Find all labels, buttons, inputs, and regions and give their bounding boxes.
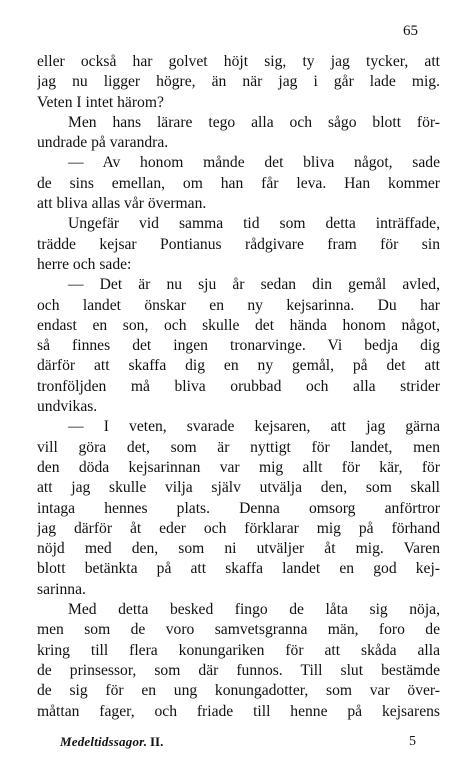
text-line: undrade på varandra. xyxy=(37,134,169,152)
text-line: och landet önskar en ny kejsarinna. Du har xyxy=(37,296,440,314)
text-line: Ungefär vid samma tid som detta inträffade, xyxy=(68,215,440,233)
text-line: Med detta besked fingo de låta sig nöja, xyxy=(68,601,440,619)
text-line: att jag skulle vilja själv utvälja den, som skall xyxy=(37,479,440,497)
text-line: så finnes det ingen tronarvinge. Vi bedja dig xyxy=(37,337,440,355)
text-line: Men hans lärare tego alla och sågo blott för- xyxy=(68,113,440,131)
text-line: måttan fager, och friade till henne på kejsarens xyxy=(37,702,440,720)
footer-signature-number: II. xyxy=(150,734,164,749)
text-line: men som de voro samvetsgranna män, foro de xyxy=(37,621,440,639)
text-line: Veten I intet härom? xyxy=(37,93,164,111)
text-line: kring till flera konungariken för att skåda alla xyxy=(37,641,440,659)
text-line: endast en son, och skulle det hända honom något, xyxy=(37,316,440,334)
text-line: nöjd med den, som ni utväljer åt mig. Varen xyxy=(37,540,440,558)
text-line: att bliva allas vår överman. xyxy=(37,195,207,213)
text-line: sarinna. xyxy=(37,580,86,598)
text-line: jag nu ligger högre, än när jag i går lade mig. xyxy=(37,73,440,91)
text-line: den döda kejsarinnan var mig allt för kär, för xyxy=(37,458,440,476)
text-line: — I veten, svarade kejsaren, att jag gärna xyxy=(68,418,440,436)
text-line: eller också har golvet höjt sig, ty jag tycker, att xyxy=(37,53,440,70)
text-line: de sig för en ung konungadotter, som var över- xyxy=(37,682,440,700)
text-line: — Det är nu sju år sedan din gemål avled, xyxy=(68,276,440,294)
page-number: 65 xyxy=(403,23,418,39)
text-line: intaga hennes plats. Denna omsorg anförtror xyxy=(37,499,440,517)
text-line: undvikas. xyxy=(37,398,98,416)
text-line: jag därför åt eder och förklarar mig på förhand xyxy=(37,519,440,537)
text-line: herre och sade: xyxy=(37,255,132,273)
text-line: tronföljden må bliva orubbad och alla strider xyxy=(37,377,440,395)
text-line: trädde kejsar Pontianus rådgivare fram för sin xyxy=(37,235,440,253)
text-line: blott betänkta på att skaffa landet en god kej- xyxy=(37,560,440,578)
text-line: de sins emellan, om han får leva. Han kommer xyxy=(37,174,440,192)
text-line: vill göra det, som är nyttigt för landet, men xyxy=(37,438,440,456)
footer-signature: Medeltidssagor. xyxy=(60,734,148,749)
text-line: därför att skaffa dig en ny gemål, på det att xyxy=(37,357,440,375)
text-line: de prinsessor, som där funnos. Till slut bestämde xyxy=(37,661,440,679)
footer-sheet-number: 5 xyxy=(409,734,416,749)
text-line: — Av honom månde det bliva något, sade xyxy=(68,154,440,172)
body-text xyxy=(37,52,440,722)
